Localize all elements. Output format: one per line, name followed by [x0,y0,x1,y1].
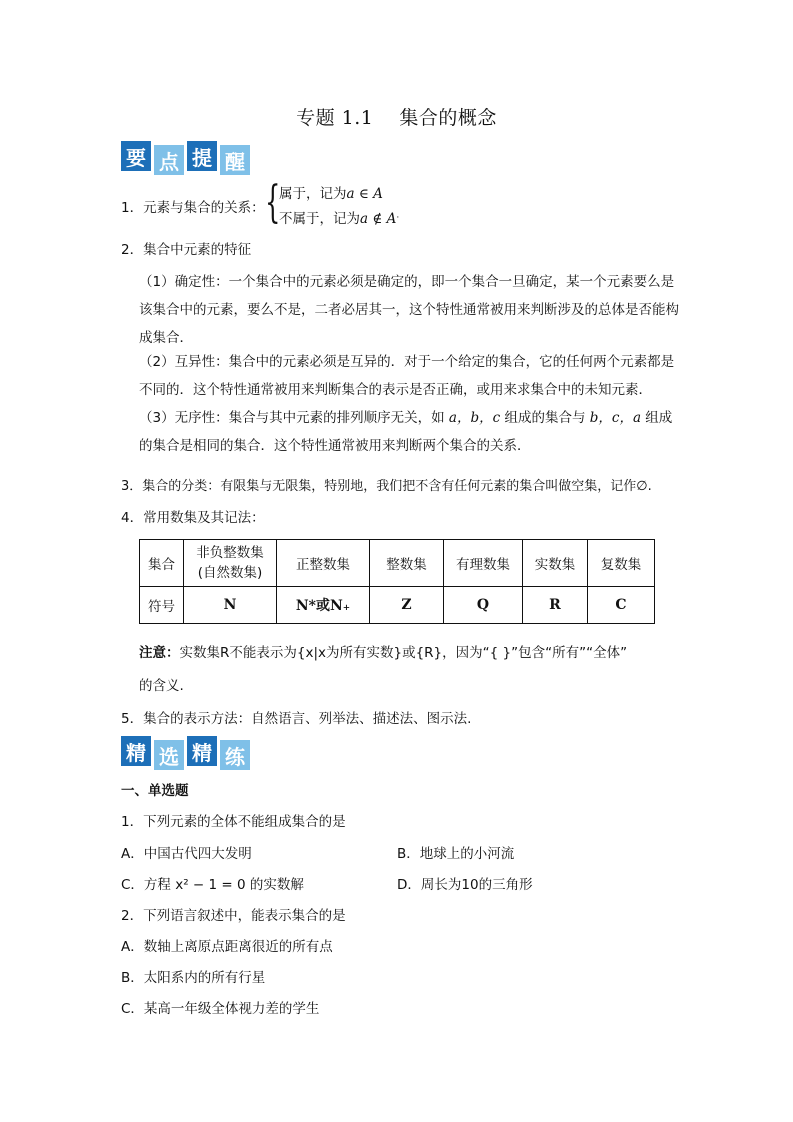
point-3: 3．集合的分类：有限集与无限集，特别地，我们把不含有任何元素的集合叫做空集，记作∅. [121,479,652,494]
table-cell: N*或N₊ [277,587,370,624]
section-heading: 一、单选题 [121,783,189,799]
banner-char: 选 [154,740,184,770]
q2-option-a: A．数轴上离原点距离很近的所有点 [121,939,333,955]
banner-char: 要 [121,141,151,171]
table-cell: 有理数集 [444,540,523,587]
point-2-label: 2．集合中元素的特征 [121,242,252,258]
note-text: 实数集R不能表示为{x|x为所有实数}或{R}，因为“{ }”包含“所有”“全体” [179,645,628,661]
banner-char: 精 [187,736,217,766]
table-cell: N [184,587,277,624]
table-cell: 整数集 [370,540,444,587]
table-cell: C [588,587,655,624]
relation-belong: 属于，记为a ∈ A [279,186,383,202]
q2-option-c: C．某高一年级全体视力差的学生 [121,1001,320,1017]
table-cell: 实数集 [523,540,588,587]
banner-char: 醒 [220,145,250,175]
point-2-1-paragraph: （1）确定性：一个集合中的元素必须是确定的，即一个集合一旦确定，某一个元素要么是该集合中的元素，要么不是，二者必居其一，这个特性通常被用来判断涉及的总体是否能构成集合． [139,274,679,346]
point-2-2-paragraph: （2）互异性：集合中的元素必须是互异的．对于一个给定的集合，它的任何两个元素都是不同的．这个特性通常被用来判断集合的表示是否正确，或用来求集合中的未知元素． [139,354,675,398]
banner-char: 练 [220,740,250,770]
table-cell: 复数集 [588,540,655,587]
note-line [139,641,627,661]
q1-option-b: B．地球上的小河流 [397,846,515,862]
point-1-label: 1．元素与集合的关系： [121,200,265,216]
note-line-2: 的含义. [139,678,184,694]
table-cell: 正整数集 [277,540,370,587]
question-2: 2．下列语言叙述中，能表示集合的是 [121,908,346,924]
point-5: 5．集合的表示方法：自然语言、列举法、描述法、图示法. [121,711,472,727]
brace-symbol: { [265,177,281,228]
point-4-label: 4．常用数集及其记法： [121,510,265,526]
banner-exercises [121,736,253,770]
q1-option-a: A．中国古代四大发明 [121,846,252,862]
q1-option-d: D．周长为10的三角形 [397,877,533,893]
page-title [0,103,793,130]
relation-not-belong: 不属于，记为a ∉ A. [279,210,400,227]
banner-char: 提 [187,141,217,171]
table-cell: R [523,587,588,624]
banner-key-points [121,141,253,175]
title-prefix: 专题 1.1 [296,107,374,129]
table-cell: Z [370,587,444,624]
table-row [140,540,655,587]
table-cell: 集合 [140,540,184,587]
table-cell: 符号 [140,587,184,624]
q1-option-c: C．方程 x² − 1 = 0 的实数解 [121,877,304,893]
number-sets-table [139,539,655,624]
question-1: 1．下列元素的全体不能组成集合的是 [121,814,346,830]
banner-char: 精 [121,736,151,766]
banner-char: 点 [154,145,184,175]
q2-option-b: B．太阳系内的所有行星 [121,970,266,986]
table-row [140,587,655,624]
note-label: 注意： [139,645,180,661]
table-cell: Q [444,587,523,624]
table-cell: 非负整数集 (自然数集) [184,540,277,587]
point-2-3-paragraph: （3）无序性：集合与其中元素的排列顺序无关，如 a，b，c 组成的集合与 b，c，a 组成的集合是相同的集合．这个特性通常被用来判断两个集合的关系． [139,410,673,454]
title-main: 集合的概念 [399,107,497,129]
